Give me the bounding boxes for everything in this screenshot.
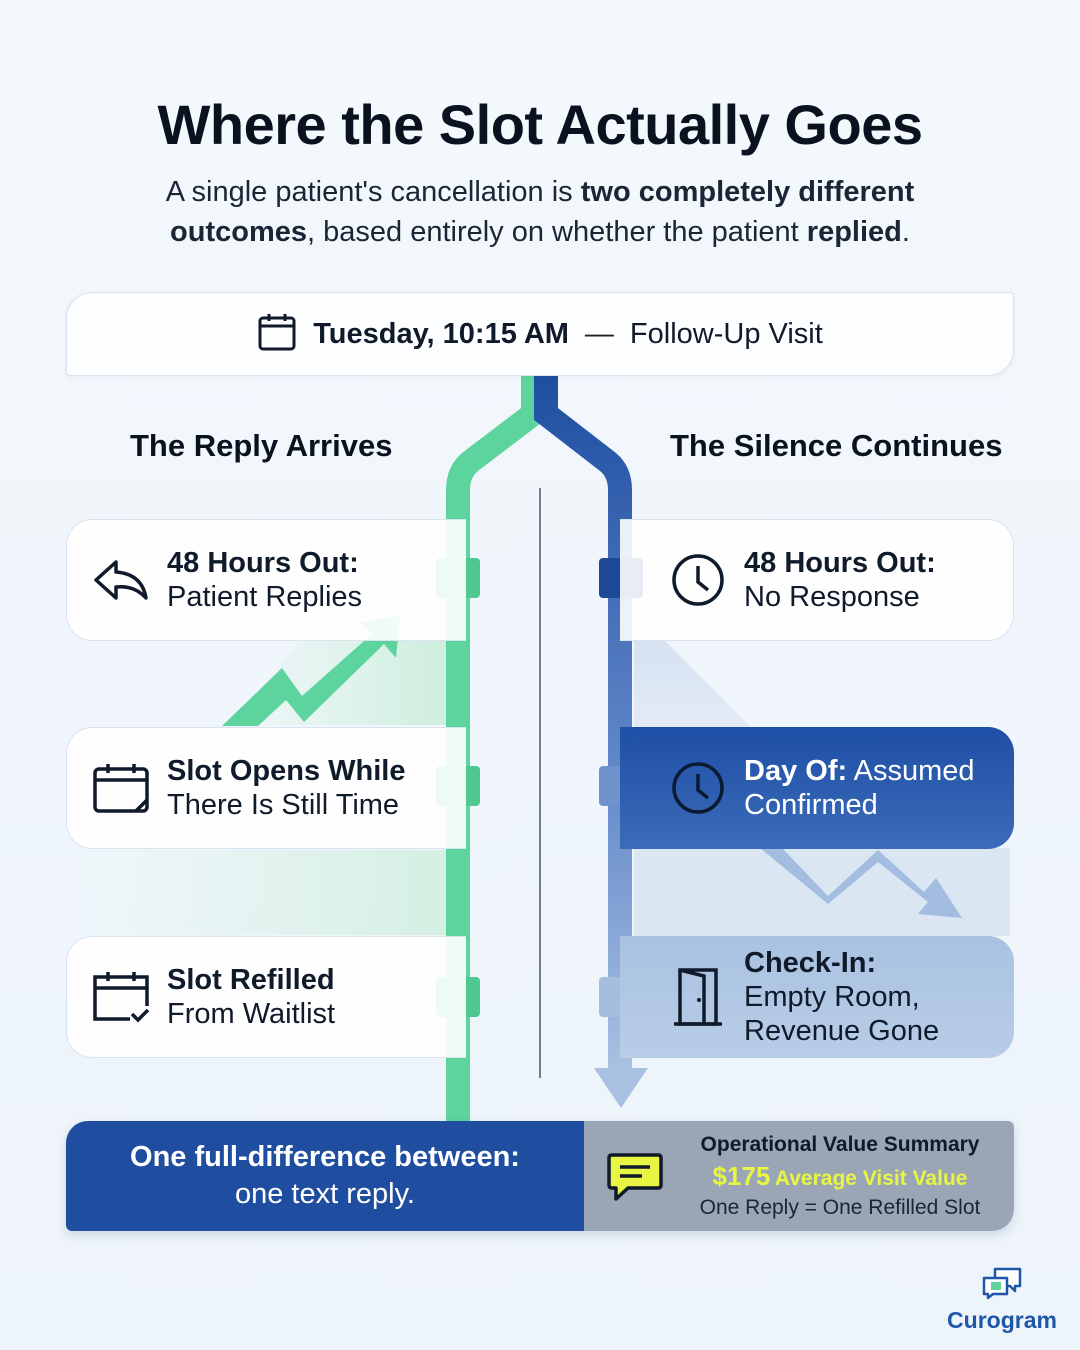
blue-band-1 [634, 640, 752, 728]
right-step-3-detail-2: Revenue Gone [744, 1015, 940, 1047]
left-step-2-title: Slot Opens While [167, 755, 406, 787]
right-step-1-title: 48 Hours Out: [744, 547, 936, 579]
summary-subline: one text reply. [234, 1178, 415, 1210]
summary-bar [66, 1121, 1014, 1231]
message-icon [606, 1147, 664, 1205]
left-step-1 [66, 519, 466, 641]
right-step-2-detail-2: Confirmed [744, 789, 878, 821]
right-step-1 [620, 519, 1014, 641]
brand-logo [944, 1266, 1060, 1334]
summary-title: Operational Value Summary [700, 1132, 980, 1156]
clock-icon [668, 758, 728, 818]
appointment-type: Follow-Up Visit [629, 317, 823, 350]
chat-bubbles-icon [981, 1287, 1023, 1304]
right-step-3-title: Check-In: [744, 947, 877, 979]
right-path-heading: The Silence Continues [670, 428, 1003, 463]
value-summary [584, 1121, 1014, 1231]
left-step-1-title: 48 Hours Out: [167, 547, 359, 579]
appointment-card [66, 292, 1014, 376]
left-step-3 [66, 936, 466, 1058]
left-step-3-detail: From Waitlist [167, 998, 336, 1030]
left-path-heading: The Reply Arrives [130, 428, 393, 463]
left-step-2-detail: There Is Still Time [167, 789, 400, 821]
page-subtitle: A single patient's cancellation is two completely different outcomes, based entirely on whether the patient replied. [165, 176, 915, 248]
green-band-2 [76, 850, 446, 935]
page-title: Where the Slot Actually Goes [157, 93, 923, 156]
right-step-2-title: Day Of: [744, 755, 848, 787]
door-icon [668, 967, 728, 1027]
left-step-2 [66, 727, 466, 849]
left-step-1-detail: Patient Replies [167, 581, 363, 613]
summary-headline: One full-difference between: [130, 1141, 520, 1173]
visit-value-label: Average Visit Value [774, 1166, 968, 1190]
right-step-2 [620, 727, 1014, 849]
right-step-2-detail: Assumed [853, 755, 975, 787]
clock-icon [668, 550, 728, 610]
appointment-separator: — [584, 317, 614, 350]
right-step-3 [620, 936, 1014, 1058]
left-step-3-title: Slot Refilled [167, 964, 335, 996]
brand-name: Curogram [947, 1307, 1057, 1333]
calendar-check-icon [91, 967, 151, 1027]
summary-message [66, 1121, 584, 1231]
calendar-icon [91, 758, 151, 818]
reply-arrow-icon [91, 550, 151, 610]
appointment-time: Tuesday, 10:15 AM [313, 317, 569, 350]
right-step-1-detail: No Response [744, 581, 920, 613]
blue-arrowhead [594, 1068, 648, 1108]
blue-path [546, 376, 620, 1072]
visit-value-amount: $175 [712, 1160, 771, 1191]
summary-equation: One Reply = One Refilled Slot [699, 1195, 981, 1219]
calendar-icon [257, 312, 297, 357]
right-step-3-detail: Empty Room, [744, 981, 920, 1013]
